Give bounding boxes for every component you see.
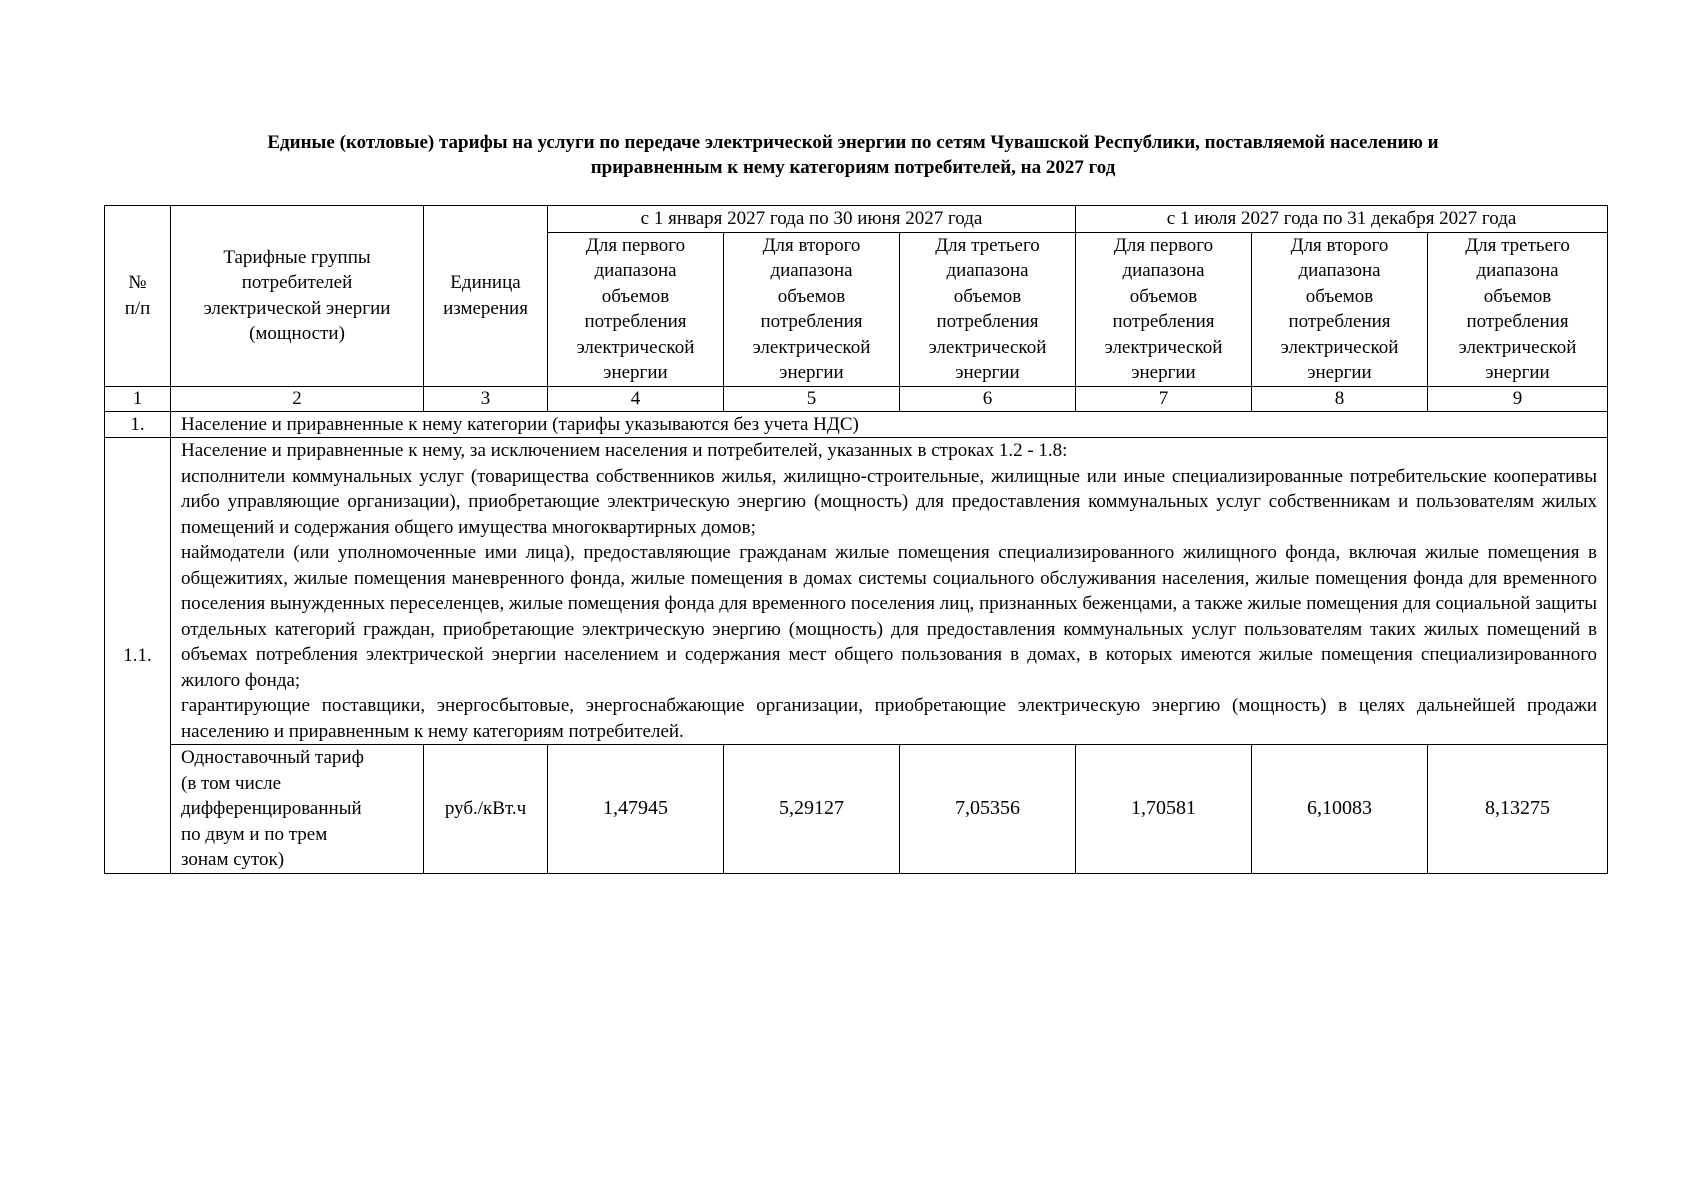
column-number: 8 [1252,386,1428,411]
column-number: 1 [105,386,171,411]
title-line-1: Единые (котловые) тарифы на услуги по передаче электрической энергии по сетям Чувашской Республики, поставляемой населению и [267,132,1439,153]
header-range-cell: Для второго диапазона объемов потребления электрической энергии [724,232,900,386]
header-period-2: с 1 июля 2027 года по 31 декабря 2027 года [1076,206,1608,233]
tariff-unit: руб./кВт.ч [424,745,548,874]
tariff-value: 6,10083 [1252,745,1428,874]
table-row-section-1 [105,411,1608,438]
header-range-cell: Для первого диапазона объемов потребления электрической энергии [548,232,724,386]
row-number: 1.1. [105,438,171,874]
description-paragraph: гарантирующие поставщики, энергосбытовые, энергоснабжающие организации, приобретающие электрическую энергию (мощность) в целях дальнейшей продажи населению и приравненным к нему категориям потребителей. [181,695,1598,742]
column-number: 5 [724,386,900,411]
description-paragraph: исполнители коммунальных услуг (товарищества собственников жилья, жилищно-строительные, жилищные или иные специализированные потребительские кооперативы либо управляющие организации), приобретающие электрическую энергию (мощность) для предоставления коммунальных услуг собственникам и пользователям жилых помещений и содержания общего имущества многоквартирных домов; [181,465,1598,538]
header-range-cell: Для первого диапазона объемов потребления электрической энергии [1076,232,1252,386]
row-number: 1. [105,411,171,438]
tariff-value: 5,29127 [724,745,900,874]
row-description [171,438,1608,745]
column-number: 9 [1428,386,1608,411]
header-range-cell: Для третьего диапазона объемов потребления электрической энергии [1428,232,1608,386]
description-paragraph: Население и приравненные к нему, за исключением населения и потребителей, указанных в строках 1.2 - 1.8: [181,440,1068,461]
section-title: Население и приравненные к нему категории (тарифы указываются без учета НДС) [171,411,1608,438]
header-range-cell: Для второго диапазона объемов потребления электрической энергии [1252,232,1428,386]
header-period-1: с 1 января 2027 года по 30 июня 2027 года [548,206,1076,233]
title-line-2: приравненным к нему категориям потребителей, на 2027 год [590,157,1116,178]
column-numbers-row [105,386,1608,411]
table-row-tariff [105,745,1608,874]
tariff-table [104,205,1608,874]
tariff-value: 1,47945 [548,745,724,874]
header-row-periods [105,206,1608,233]
description-paragraph: наймодатели (или уполномоченные ими лица), предоставляющие гражданам жилые помещения специализированного жилищного фонда, включая жилые помещения в общежитиях, жилые помещения маневренного фонда, жилые помещения в домах системы социального обслуживания населения, жилые помещения фонда для временного поселения вынужденных переселенцев, жилые помещения фонда для временного поселения лиц, признанных беженцами, а также жилые помещения для социальной защиты отдельных категорий граждан, приобретающие электрическую энергию (мощность) для предоставления коммунальных услуг пользователям таких жилых помещений в объемах потребления электрической энергии населением и содержания мест общего пользования в домах, в которых имеются жилые помещения специализированного жилого фонда; [181,542,1598,691]
header-range-cell: Для третьего диапазона объемов потребления электрической энергии [900,232,1076,386]
column-number: 7 [1076,386,1252,411]
column-number: 2 [171,386,424,411]
tariff-label: Одноставочный тариф (в том числе дифференцированный по двум и по трем зонам суток) [171,745,424,874]
tariff-value: 1,70581 [1076,745,1252,874]
column-number: 4 [548,386,724,411]
tariff-value: 7,05356 [900,745,1076,874]
header-col-unit: Единица измерения [424,206,548,387]
header-col-number: № п/п [105,206,171,387]
table-row-1-1-description [105,438,1608,745]
tariff-value: 8,13275 [1428,745,1608,874]
header-col-tariff-group: Тарифные группы потребителей электрической энергии (мощности) [171,206,424,387]
column-number: 6 [900,386,1076,411]
column-number: 3 [424,386,548,411]
page-title [150,130,1556,180]
